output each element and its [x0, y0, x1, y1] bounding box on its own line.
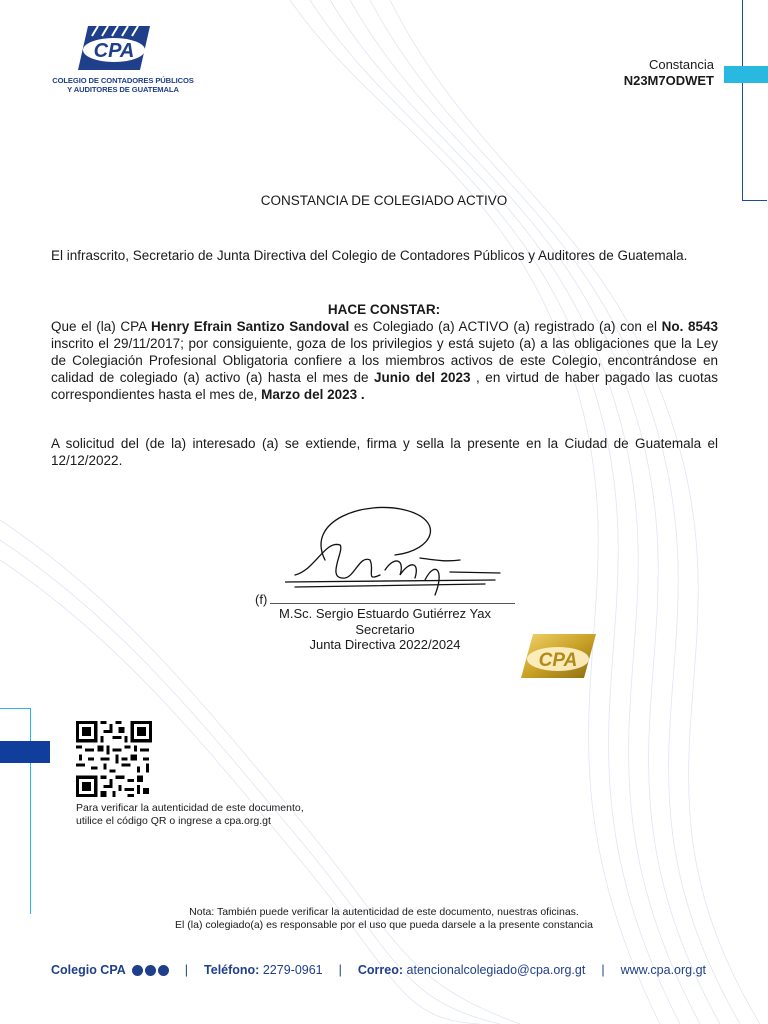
seal-text: CPA [538, 650, 578, 671]
twitter-icon[interactable] [158, 965, 169, 976]
member-number: No. 8543 [661, 319, 719, 334]
signer-board: Junta Directiva 2022/2024 [309, 637, 461, 652]
signature-line [270, 603, 515, 604]
document-title: CONSTANCIA DE COLEGIADO ACTIVO [260, 193, 508, 208]
org-name-line2: Y AUDITORES DE GUATEMALA [67, 85, 179, 94]
p1-part-d: , en virtud de haber pagado las cuotas correspondientes hasta el mes de, [51, 370, 718, 402]
main-paragraph [51, 318, 718, 403]
verify-text [76, 802, 304, 828]
verify-line1: Para verificar la autenticidad de este documento, [76, 802, 304, 814]
p1-part-b: es Colegiado (a) ACTIVO (a) registrado (a) con el [349, 319, 662, 334]
footer-tel-label: Teléfono: [204, 963, 260, 977]
p1-part-a: Que el (la) CPA [51, 319, 151, 334]
constancia-code: N23M7ODWET [623, 73, 714, 88]
active-until: Junio del 2023 [373, 370, 471, 385]
gold-cpa-seal [521, 634, 596, 678]
facebook-icon[interactable] [132, 965, 143, 976]
footer-mail-link[interactable]: atencionalcolegiado@cpa.org.gt [406, 963, 586, 977]
footer-mail-label: Correo: [357, 963, 404, 977]
social-icons [132, 965, 169, 976]
verify-line2: utilice el código QR o ingrese a cpa.org.gt [76, 815, 271, 827]
intro-paragraph: El infrascrito, Secretario de Junta Directiva del Colegio de Contadores Públicos y Auditores de Guatemala. [51, 248, 688, 263]
footer-separator: | [184, 963, 189, 977]
member-name: Henry Efrain Santizo Sandoval [150, 319, 350, 334]
note-line1: Nota: También puede verificar la autenticidad de este documento, nuestras oficinas. [189, 906, 579, 918]
signature-f-label: (f) [255, 592, 268, 607]
accent-tab [724, 66, 768, 83]
p1-part-c: inscrito el 29/11/2017; por consiguiente, goza de los privilegios y está sujeto (a) a las obligaciones que la Ley de Colegiación Profesional Obligatoria confiere a los miembros activos de este Colegio, encontrándose en calidad de colegiado (a) activo (a) hasta el mes de [51, 336, 718, 385]
signer-role: Secretario [355, 622, 415, 637]
footer-web-link[interactable]: www.cpa.org.gt [620, 963, 707, 977]
footer-separator: | [601, 963, 605, 977]
org-name-line1: COLEGIO DE CONTADORES PÚBLICOS [52, 76, 194, 85]
frame-top-right [742, 0, 767, 201]
paid-until: Marzo del 2023 . [261, 387, 365, 402]
footer-colegio: Colegio CPA [51, 963, 126, 977]
footer-tel-value: 2279-0961 [262, 963, 323, 977]
instagram-icon[interactable] [145, 965, 156, 976]
cpa-logo [78, 26, 150, 70]
accent-bar [0, 741, 50, 763]
note-line2: El (la) colegiado(a) es responsable por el uso que pueda darsele a la presente constancia [175, 919, 593, 931]
logo-text: CPA [93, 40, 135, 62]
hace-constar-heading: HACE CONSTAR: [327, 302, 441, 317]
request-paragraph: A solicitud del (de la) interesado (a) se extiende, firma y sella la presente en la Ciudad de Guatemala el 12/12/2022. [51, 436, 718, 468]
frame-bottom-left [0, 708, 31, 914]
org-name [38, 76, 208, 94]
constancia-label: Constancia [648, 57, 714, 72]
qr-code[interactable] [76, 721, 152, 797]
footer [51, 961, 721, 979]
handwritten-signature [285, 500, 505, 600]
signer-name: M.Sc. Sergio Estuardo Gutiérrez Yax [279, 606, 491, 621]
footer-separator: | [338, 963, 342, 977]
note-text [0, 906, 768, 932]
